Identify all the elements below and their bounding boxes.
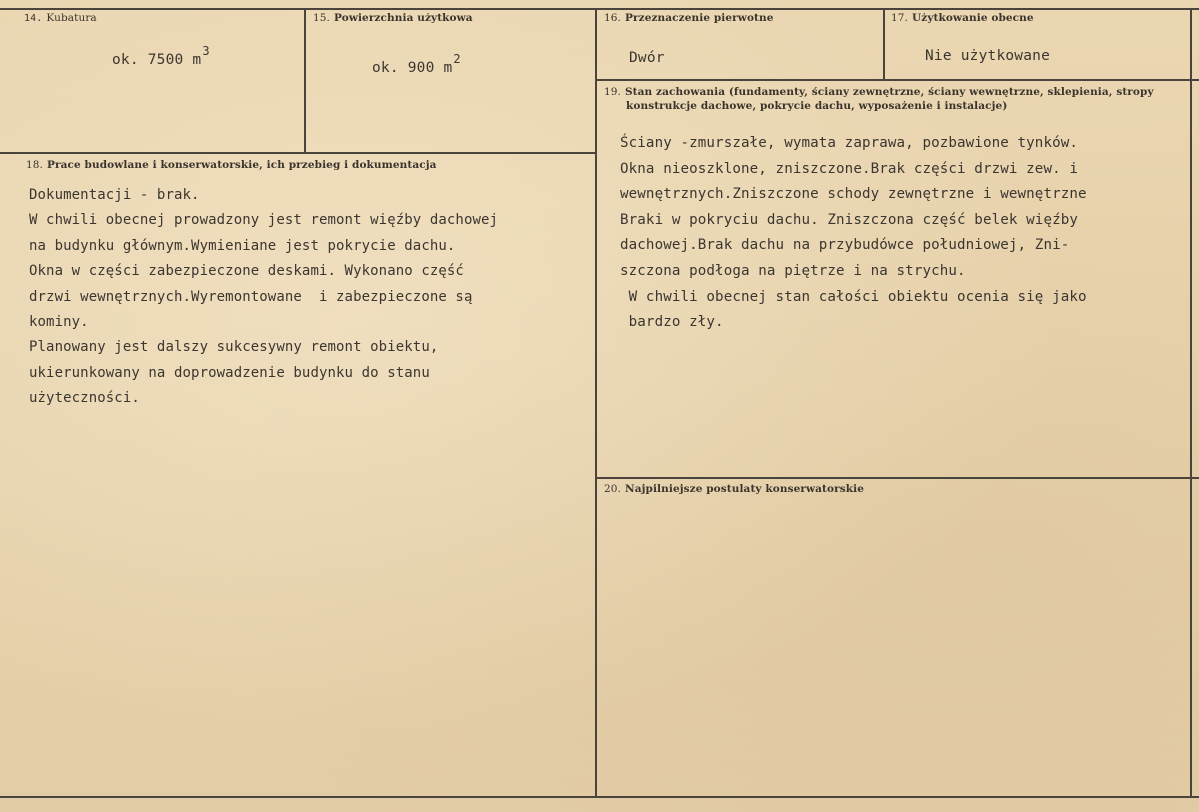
field-14-label: 14. Kubatura: [24, 12, 97, 24]
field-19-label: 19. Stan zachowania (fundamenty, ściany zewnętrzne, ściany wewnętrzne, sklepienia, stropy: [604, 86, 1154, 98]
row1-divider-left: [0, 152, 597, 154]
field-15-value: ok. 900 $m^2$: [372, 52, 461, 76]
field-18-line: Okna w części zabezpieczone deskami. Wykonano część: [29, 263, 464, 280]
field-18-line: Dokumentacji - brak.: [29, 187, 200, 203]
field-16-label: 16. Przeznaczenie pierwotne: [604, 12, 774, 24]
field-17-value: Nie użytkowane: [925, 48, 1051, 64]
field-19-line: bardzo zły.: [620, 314, 724, 331]
field-14-value: ok. 7500 $m^3$: [112, 44, 210, 68]
row1-divider-right: [597, 79, 1199, 81]
field-19-label-cont: konstrukcje dachowe, pokrycie dachu, wyposażenie i instalacje): [626, 100, 1008, 112]
col-divider-16-17: [883, 8, 885, 79]
field-19-line: wewnętrznych.Zniszczone schody zewnętrzne i wewnętrzne: [620, 186, 1087, 203]
col-divider-14-15: [304, 8, 306, 152]
bottom-border: [0, 796, 1199, 798]
field-18-text: [29, 183, 498, 412]
right-border: [1190, 8, 1192, 796]
field-19-line: dachowej.Brak dachu na przybudówce południowej, Zni-: [620, 237, 1070, 254]
field-18-line: użyteczności.: [29, 390, 140, 407]
field-16-value: Dwór: [629, 50, 665, 66]
field-19-line: Okna nieoszklone, zniszczone.Brak części drzwi zew. i: [620, 160, 1079, 177]
field-18-line: W chwili obecnej prowadzony jest remont więźby dachowej: [29, 212, 499, 229]
field-18-line: kominy.: [29, 314, 89, 331]
field-15-label: 15. Powierzchnia użytkowa: [313, 12, 473, 24]
field-18-line: Planowany jest dalszy sukcesywny remont obiektu,: [29, 339, 439, 356]
field-19-line: W chwili obecnej stan całości obiektu ocenia się jako: [620, 288, 1087, 305]
field-18-line: drzwi wewnętrznych.Wyremontowane i zabezpieczone są: [29, 288, 473, 305]
field-19-text: [620, 131, 1087, 336]
field-17-label: 17. Użytkowanie obecne: [891, 12, 1034, 24]
field-18-line: ukierunkowany na doprowadzenie budynku do stanu: [29, 364, 430, 381]
field-19-line: Braki w pokryciu dachu. Zniszczona część belek więźby: [620, 211, 1079, 228]
field-20-label: 20. Najpilniejsze postulaty konserwatorskie: [604, 483, 864, 495]
field-19-line: Ściany -zmurszałe, wymata zaprawa, pozbawione tynków.: [620, 135, 1079, 151]
field-15-unit-superscript: 2: [453, 52, 461, 66]
field-18-line: na budynku głównym.Wymieniane jest pokrycie dachu.: [29, 237, 456, 254]
field-18-label: 18. Prace budowlane i konserwatorskie, ich przebieg i dokumentacja: [26, 159, 437, 171]
field-19-line: szczona podłoga na piętrze i na strychu.: [620, 262, 966, 279]
col-divider-main: [595, 8, 597, 796]
top-border: [0, 8, 1199, 10]
field20-divider: [597, 477, 1199, 479]
field-14-unit-superscript: 3: [202, 44, 210, 58]
